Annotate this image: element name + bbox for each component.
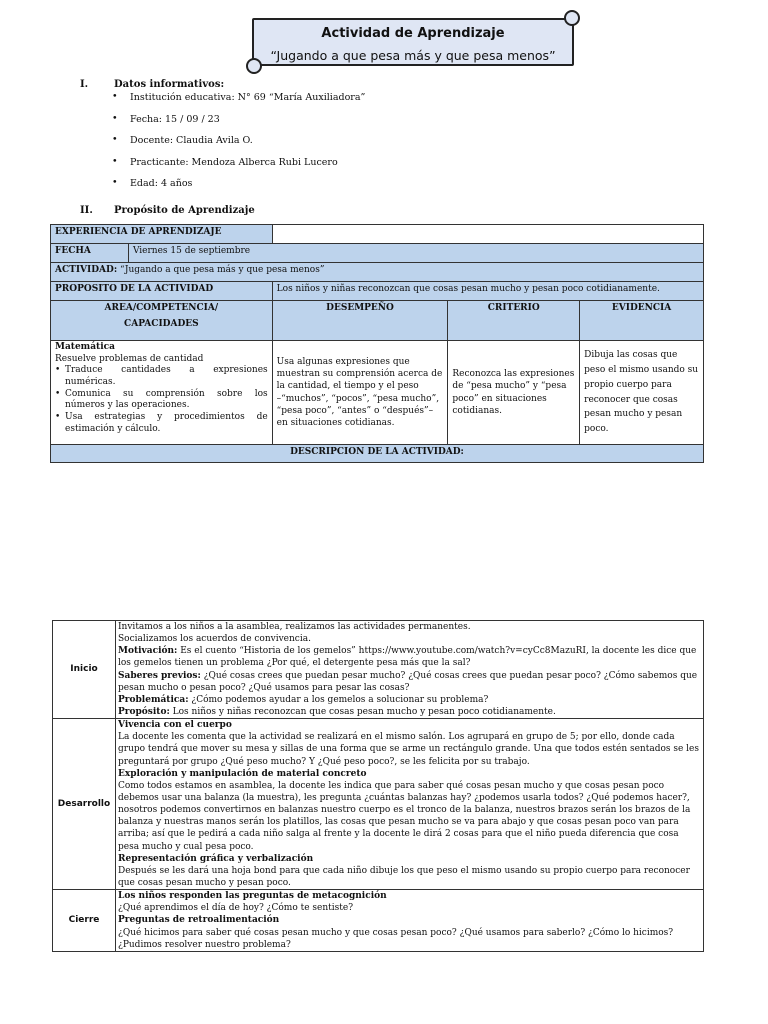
proposito-label: Propósito: [118, 706, 170, 717]
activity-table [52, 620, 704, 952]
saberes-previos [118, 670, 701, 694]
inicio-content [116, 621, 704, 719]
evidencia-header: EVIDENCIA [580, 301, 704, 341]
area-competencia: Resuelve problemas de cantidad [55, 353, 204, 364]
section-number: II. [80, 205, 93, 216]
desempeno-cell: Usa algunas expresiones que muestran su comprensión acerca de la cantidad, el tiempo y el peso –“muchos”, “pocos”, “pesa mucho”, “pesa poco”, “antes” o “después”– en situaciones cotidianas. [272, 341, 448, 445]
fecha-label: FECHA [51, 244, 129, 263]
desarrollo-paragraph: Como todos estamos en asamblea, la docente les indica que para saber qué cosas pesan mucho y que cosas pesan poco debemos usar una balanza (la muestra), les pregunta ¿cuántas balanzas hay? ¿podemos usarla todos? ¿Qué podemos hacer?, nosotros podemos convertirnos en balanzas nuestro cuerpo es el tronco de la balanza, nuestros brazos serán los brazos de la balanza y nuestras manos serán los platillos, las cosas que pesan mucho se va para abajo y que cosas pesan poco van para arriba; así que le pedirá a cada niño salga al frente y la docente le dirá 2 cosas para que el niño pueda diferencia que cosa pesa mucho y cual pesa poco. [118, 780, 691, 852]
title-banner [246, 14, 576, 66]
cierre-paragraph: ¿Qué aprendimos el día de hoy? ¿Cómo te sentiste? [118, 903, 354, 914]
desarrollo-heading: Vivencia con el cuerpo [118, 720, 232, 731]
criterio-header: CRITERIO [448, 301, 580, 341]
desarrollo-paragraph: Después se les dará una hoja bond para que cada niño dibuje los que peso el mismo usando su propio cuerpo para reconocer que cosas pesan mucho y pesan poco. [118, 865, 690, 888]
proposito-text: Los niños y niñas reconozcan que cosas pesan mucho y pesan poco cotidianamente. [169, 706, 556, 717]
area-header-line1: AREA/COMPETENCIA/ [104, 303, 219, 313]
area-title: Matemática [55, 342, 115, 352]
desarrollo-heading: Exploración y manipulación de material concreto [118, 768, 367, 779]
cierre-paragraph: ¿Qué hicimos para saber qué cosas pesan mucho y que cosas pesan poco? ¿Qué usamos para saberlo? ¿Cómo lo hicimos? ¿Pudimos resolver nuestro problema? [118, 927, 674, 950]
desarrollo-content [116, 719, 704, 890]
desarrollo-paragraph: La docente les comenta que la actividad se realizará en el mismo salón. Los agrupará en grupo de 5; por ello, donde cada grupo tendrá que mover su mesa y sillas de una forma que se arme un rectángulo grande. Una que todos estén sentados se les preguntará por grupo ¿Qué peso mucho? Y ¿Qué peso poco?, se les felicita por su trabajo. [118, 732, 700, 767]
actividad-row [51, 263, 704, 282]
experiencia-label: EXPERIENCIA DE APRENDIZAJE [51, 225, 273, 244]
problematica [118, 694, 701, 706]
area-cell [51, 341, 273, 445]
proposito [118, 706, 701, 718]
actividad-value: “Jugando a que pesa más y que pesa menos” [120, 265, 325, 275]
motivacion-text: Es el cuento “Historia de los gemelos” https://www.youtube.com/watch?v=cyCc8MazuRI, la docente les dice que los gemelos tienen un problema ¿Por qué, el detergente pesa más que la sal? [118, 646, 697, 669]
fecha-value: Viernes 15 de septiembre [128, 244, 703, 263]
saberes-label: Saberes previos: [118, 670, 201, 681]
motivacion-label: Motivación: [118, 646, 178, 657]
info-item: • Institución educativa: N° 69 “María Auxiliadora” [112, 92, 365, 114]
problematica-text: ¿Cómo podemos ayudar a los gemelos a solucionar su problema? [188, 694, 489, 705]
area-header [51, 301, 273, 341]
info-item: • Fecha: 15 / 09 / 23 [112, 114, 365, 136]
criterio-cell: Reconozca las expresiones de “pesa mucho” y “pesa poco” en situaciones cotidianas. [448, 341, 580, 445]
problematica-label: Problemática: [118, 694, 189, 705]
document-subtitle: “Jugando a que pesa más y que pesa menos” [270, 48, 556, 63]
cierre-content [116, 890, 704, 952]
inicio-line: Invitamos a los niños a la asamblea, realizamos las actividades permanentes. [118, 622, 471, 632]
document-title: Actividad de Aprendizaje [321, 26, 505, 41]
inicio-label: Inicio [53, 621, 116, 719]
section-heading-datos [80, 79, 224, 90]
section-title: Datos informativos: [114, 79, 225, 90]
section-title: Propósito de Aprendizaje [114, 205, 255, 216]
capacidades-list [55, 365, 268, 435]
cierre-heading: Los niños responden las preguntas de metacognición [118, 891, 387, 902]
info-item: • Practicante: Mendoza Alberca Rubi Lucero [112, 157, 365, 179]
actividad-label: ACTIVIDAD: [55, 265, 118, 275]
section-heading-proposito [80, 205, 255, 216]
desarrollo-heading: Representación gráfica y verbalización [118, 853, 314, 864]
capacidad-item: • Usa estrategias y procedimientos de estimación y cálculo. [65, 412, 268, 435]
descripcion-label: DESCRIPCION DE LA ACTIVIDAD: [51, 445, 704, 463]
section-number: I. [80, 79, 89, 90]
info-item: • Edad: 4 años [112, 178, 365, 200]
scroll-curl-icon [246, 58, 262, 74]
motivacion [118, 645, 701, 669]
desarrollo-label: Desarrollo [53, 719, 116, 890]
scroll-shape [252, 18, 574, 66]
cierre-heading: Preguntas de retroalimentación [118, 915, 280, 926]
info-item: • Docente: Claudia Avila O. [112, 135, 365, 157]
capacidad-item: • Traduce cantidades a expresiones numéricas. [65, 365, 268, 388]
info-list [112, 92, 365, 200]
saberes-text: ¿Qué cosas crees que puedan pesar mucho? ¿Qué cosas crees que puedan pesar poco? ¿Cómo sabemos que pesan mucho o pesan poco? ¿Qué usamos para pesar las cosas? [118, 670, 698, 693]
evidencia-cell: Dibuja las cosas que peso el mismo usando su propio cuerpo para reconocer que cosas pesan mucho y pesan poco. [580, 341, 704, 445]
proposito-value: Los niños y niñas reconozcan que cosas pesan mucho y pesan poco cotidianamente. [272, 282, 703, 301]
cierre-label: Cierre [53, 890, 116, 952]
scroll-curl-icon [564, 10, 580, 26]
experiencia-value [272, 225, 703, 244]
desempeno-header: DESEMPEÑO [272, 301, 448, 341]
proposito-label: PROPOSITO DE LA ACTIVIDAD [51, 282, 273, 301]
area-header-line2: CAPACIDADES [124, 319, 199, 329]
capacidad-item: • Comunica su comprensión sobre los números y las operaciones. [65, 389, 268, 412]
purpose-table [50, 224, 704, 463]
inicio-line: Socializamos los acuerdos de convivencia. [118, 634, 311, 645]
